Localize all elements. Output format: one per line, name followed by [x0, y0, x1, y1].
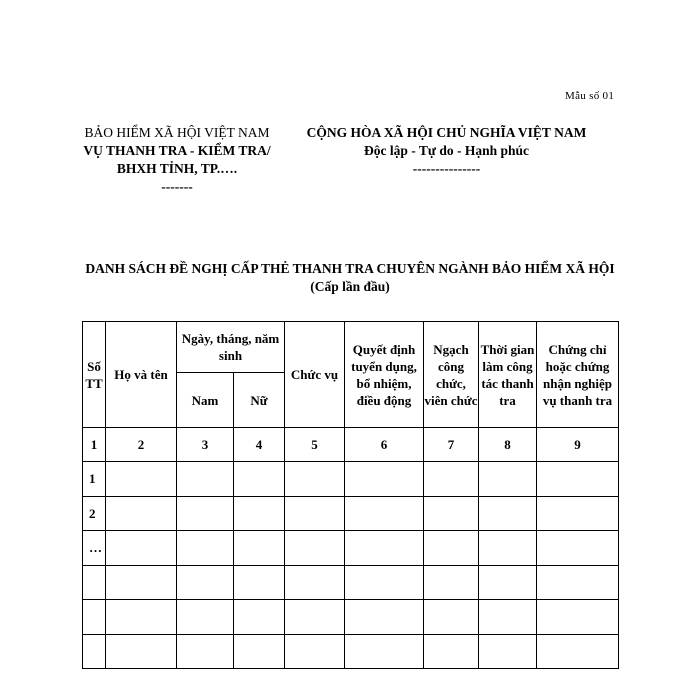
table-row — [83, 496, 619, 531]
table-cell — [106, 462, 177, 497]
table-cell — [106, 496, 177, 531]
table-cell — [479, 565, 537, 600]
table-cell — [177, 496, 234, 531]
table-cell — [177, 600, 234, 635]
table-cell — [537, 634, 619, 669]
column-number-row — [83, 428, 619, 462]
table-cell — [234, 565, 285, 600]
table-cell — [537, 496, 619, 531]
table-row — [83, 462, 619, 497]
table-cell — [424, 565, 479, 600]
issuing-agency-block — [82, 124, 272, 196]
column-number: 7 — [424, 428, 479, 462]
header-inspection-certificate: Chứng chỉ hoặc chứng nhận nghiệp vụ thanh tra — [537, 322, 619, 428]
header-inspection-experience: Thời gian làm công tác thanh tra — [479, 322, 537, 428]
table-row — [83, 600, 619, 635]
table-cell — [479, 462, 537, 497]
table-cell — [106, 600, 177, 635]
table-cell — [537, 531, 619, 566]
table-cell — [234, 600, 285, 635]
column-number: 9 — [537, 428, 619, 462]
row-number — [83, 600, 106, 635]
table-cell — [234, 496, 285, 531]
country-name: CỘNG HÒA XÃ HỘI CHỦ NGHĨA VIỆT NAM — [306, 125, 587, 140]
agency-separator: ------- — [161, 179, 193, 194]
parent-organization: BẢO HIỂM XÃ HỘI VIỆT NAM — [84, 125, 270, 140]
table-cell — [424, 531, 479, 566]
form-number: Mẫu số 01 — [565, 90, 615, 102]
national-header-block — [284, 124, 609, 178]
column-number: 2 — [106, 428, 177, 462]
table-cell — [285, 531, 345, 566]
table-cell — [345, 634, 424, 669]
table-cell — [234, 634, 285, 669]
column-number: 3 — [177, 428, 234, 462]
table-cell — [106, 565, 177, 600]
table-cell — [479, 600, 537, 635]
national-motto: Độc lập - Tự do - Hạnh phúc — [363, 143, 530, 158]
row-number: 1 — [83, 462, 106, 497]
row-number: 2 — [83, 496, 106, 531]
table-cell — [424, 600, 479, 635]
table-cell — [177, 462, 234, 497]
document-title-block — [82, 260, 618, 296]
header-appointment-decision: Quyết định tuyển dụng, bổ nhiệm, điều động — [345, 322, 424, 428]
table-row — [83, 531, 619, 566]
table-cell — [479, 496, 537, 531]
table-cell — [424, 634, 479, 669]
header-female: Nữ — [234, 373, 285, 428]
document-title: DANH SÁCH ĐỀ NGHỊ CẤP THẺ THANH TRA CHUYÊN NGÀNH BẢO HIỂM XÃ HỘI — [85, 261, 615, 276]
header-full-name: Họ và tên — [106, 322, 177, 428]
row-number: … — [83, 531, 106, 566]
table-row — [83, 634, 619, 669]
table-cell — [424, 462, 479, 497]
table-cell — [285, 496, 345, 531]
table-row — [83, 565, 619, 600]
table-cell — [106, 634, 177, 669]
header-stt: Số TT — [83, 322, 106, 428]
table-cell — [177, 634, 234, 669]
issuing-unit: VỤ THANH TRA - KIỂM TRA/ BHXH TỈNH, TP.…. — [83, 143, 271, 176]
header-row-1 — [83, 322, 619, 373]
table-cell — [285, 634, 345, 669]
header-date-of-birth: Ngày, tháng, năm sinh — [177, 322, 285, 373]
table-cell — [345, 600, 424, 635]
header-male: Nam — [177, 373, 234, 428]
table-cell — [537, 565, 619, 600]
table-cell — [345, 462, 424, 497]
table-cell — [234, 462, 285, 497]
table-cell — [285, 600, 345, 635]
table-cell — [234, 531, 285, 566]
row-number — [83, 565, 106, 600]
table-cell — [479, 634, 537, 669]
column-number: 1 — [83, 428, 106, 462]
row-number — [83, 634, 106, 669]
table-cell — [285, 462, 345, 497]
table-cell — [424, 496, 479, 531]
column-number: 6 — [345, 428, 424, 462]
table-cell — [345, 531, 424, 566]
table-cell — [177, 565, 234, 600]
header-position: Chức vụ — [285, 322, 345, 428]
header-civil-service-rank: Ngạch công chức, viên chức — [424, 322, 479, 428]
column-number: 8 — [479, 428, 537, 462]
column-number: 5 — [285, 428, 345, 462]
table-cell — [479, 531, 537, 566]
column-number: 4 — [234, 428, 285, 462]
table-cell — [285, 565, 345, 600]
nominee-list-table — [82, 321, 619, 669]
table-cell — [177, 531, 234, 566]
table-cell — [537, 462, 619, 497]
document-subtitle: (Cấp lần đầu) — [310, 279, 390, 294]
table-cell — [345, 565, 424, 600]
table-cell — [537, 600, 619, 635]
table-cell — [345, 496, 424, 531]
motto-separator: --------------- — [412, 161, 481, 176]
table-cell — [106, 531, 177, 566]
